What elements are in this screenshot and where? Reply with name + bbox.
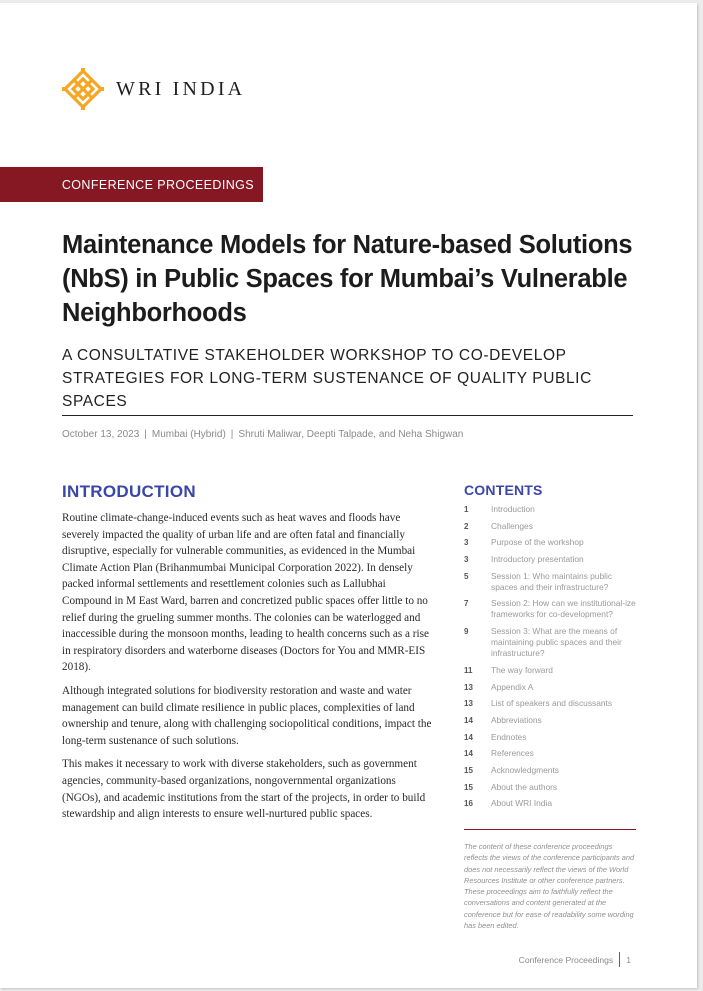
contents-item[interactable] — [464, 571, 636, 593]
paragraph: Although integrated solutions for biodiversity restoration and waste and water management can build climate resilience in public places, complexities of land ownership and tenure, along with challenging sociopolitical conditions, impact the long-term sustenance of such solutions. — [62, 684, 432, 747]
contents-item[interactable] — [464, 682, 636, 693]
contents-item[interactable] — [464, 748, 636, 759]
contents-item[interactable] — [464, 665, 636, 676]
contents-page-number: 5 — [464, 571, 469, 581]
introduction-heading: INTRODUCTION — [62, 482, 196, 501]
introduction-body — [62, 510, 437, 830]
logo-text: WRI INDIA — [116, 77, 246, 100]
contents-item[interactable] — [464, 782, 636, 793]
contents-list — [464, 504, 636, 809]
document-page — [0, 3, 697, 988]
meta-date: October 13, 2023 — [62, 429, 140, 440]
contents-label: Challenges — [491, 520, 533, 531]
contents-label: About the authors — [491, 781, 558, 792]
contents-label: References — [491, 748, 534, 759]
contents-page-number: 16 — [464, 799, 473, 809]
document-subtitle: A CONSULTATIVE STAKEHOLDER WORKSHOP TO CO-DEVELOP STRATEGIES FOR LONG-TERM SUSTENANCE OF QUALITY PUBLIC SPACES — [62, 347, 592, 410]
contents-label: Appendix A — [491, 681, 534, 692]
contents-label: List of speakers and discussants — [491, 698, 613, 709]
contents-label: Abbreviations — [491, 714, 542, 725]
contents-label: Session 2: How can we institutional-ize frameworks for co-development? — [491, 598, 636, 620]
contents-label: About WRI India — [491, 798, 552, 809]
contents-label: Introductory presentation — [491, 554, 584, 565]
wri-knot-logo-icon — [62, 68, 104, 110]
disclaimer-text: The content of these conference proceedings reflects the views of the conference participants and does not necessarily reflect the views of the World Resources Institute or other conference partners. These proceedings aim to faithfully reflect the conversations and content generated at the conference but for ease of readability some wording has been edited. — [464, 842, 635, 931]
contents-page-number: 15 — [464, 765, 473, 775]
contents-item[interactable] — [464, 798, 636, 809]
title-divider — [62, 415, 633, 416]
contents-item[interactable] — [464, 715, 636, 726]
contents-page-number: 9 — [464, 627, 469, 637]
contents-item[interactable] — [464, 698, 636, 709]
contents-page-number: 2 — [464, 521, 469, 531]
meta-location: Mumbai (Hybrid) — [151, 429, 226, 440]
meta-separator: | — [144, 429, 147, 440]
contents-item[interactable] — [464, 521, 636, 532]
document-title: Maintenance Models for Nature-based Solutions (NbS) in Public Spaces for Mumbai’s Vulnerable Neighborhoods — [62, 231, 633, 327]
contents-label: Introduction — [491, 504, 535, 514]
meta-authors: Shruti Maliwar, Deepti Talpade, and Neha Shigwan — [238, 429, 464, 440]
contents-label: Purpose of the workshop — [491, 537, 584, 548]
banner-label: CONFERENCE PROCEEDINGS — [61, 177, 254, 192]
paragraph: This makes it necessary to work with diverse stakeholders, such as government agencies, community-based organizations, nongovernmental organizations (NGOs), and academic institutions from the start of the projects, in order to build stewardship and align interests to ensure well-nurtured public spaces. — [62, 758, 426, 821]
contents-label: The way forward — [491, 664, 553, 675]
meta-separator: | — [230, 429, 234, 440]
contents-item[interactable] — [464, 765, 636, 776]
contents-item[interactable] — [464, 626, 636, 659]
contents-page-number: 7 — [464, 599, 469, 609]
contents-page-number: 14 — [464, 715, 473, 725]
contents-item[interactable] — [464, 554, 636, 565]
page-number: 1 — [626, 954, 631, 965]
footer-label: Conference Proceedings — [518, 954, 614, 965]
contents-item[interactable] — [464, 504, 636, 515]
contents-label: Acknowledgments — [491, 764, 559, 775]
contents-heading: CONTENTS — [464, 482, 543, 498]
contents-page-number: 3 — [464, 538, 469, 548]
contents-page-number: 14 — [464, 749, 473, 759]
table-of-contents — [464, 482, 636, 815]
contents-page-number: 11 — [464, 665, 473, 675]
contents-page-number: 15 — [464, 782, 473, 792]
document-meta — [62, 429, 463, 440]
contents-item[interactable] — [464, 598, 636, 620]
contents-label: Endnotes — [491, 731, 527, 742]
contents-page-number: 3 — [464, 555, 469, 565]
contents-page-number: 1 — [464, 505, 469, 514]
contents-divider — [464, 829, 636, 830]
contents-page-number: 13 — [464, 682, 473, 692]
contents-label: Session 3: What are the means of maintaining public spaces and their infrastructure? — [491, 626, 622, 659]
page-footer — [519, 952, 631, 967]
contents-label: Session 1: Who maintains public spaces and their infrastructure? — [491, 570, 613, 592]
contents-page-number: 13 — [464, 699, 473, 709]
contents-item[interactable] — [464, 537, 636, 548]
footer-divider — [619, 952, 620, 967]
wri-india-logo — [62, 67, 245, 111]
contents-page-number: 14 — [464, 732, 473, 742]
contents-item[interactable] — [464, 732, 636, 743]
paragraph: Routine climate-change-induced events such as heat waves and floods have severely impacted the quality of urban life and are often fatal and financially disruptive, especially for vulnerable communities, as evidenced in the Mumbai Climate Action Plan (Brihanmumbai Municipal Corporation 2022). In densely packed informal settlements and resettlement colonies such as Lallubhai Compound in M East Ward, barren and concretized public spaces offer little to no relief during the grueling summer months. The colonies can be waterlogged and inaccessible during the monsoon months, leading to health concerns such as a rise in respiratory disorders and waterborne diseases (Doctors for You and MMR-EIS 2018). — [62, 512, 429, 674]
document-type-banner — [0, 167, 263, 202]
